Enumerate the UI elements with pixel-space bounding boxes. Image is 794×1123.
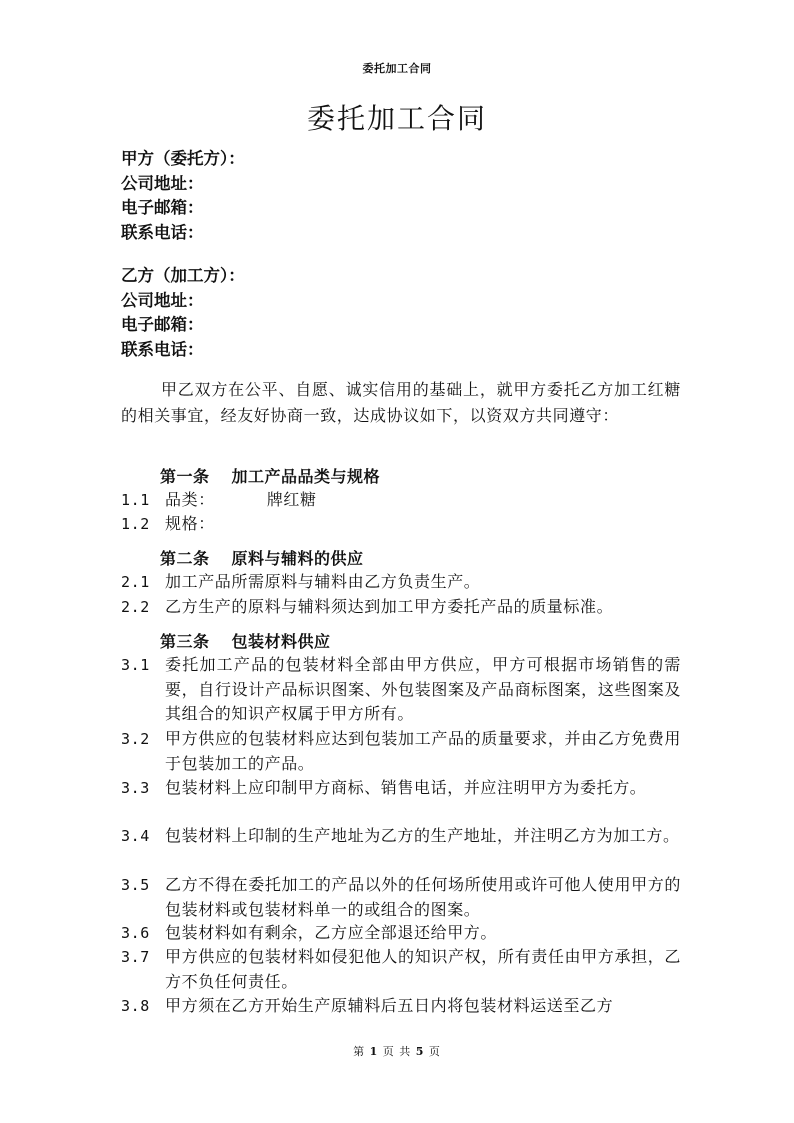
article-number: 第三条 xyxy=(160,632,210,651)
clause-text: 甲方供应的包装材料应达到包装加工产品的质量要求，并由乙方免费用于包装加工的产品。 xyxy=(165,729,681,773)
clause-text: 委托加工产品的包装材料全部由甲方供应，甲方可根据市场销售的需要，自行设计产品标识图案、外包装图案及产品商标图案，这些图案及其组合的知识产权属于甲方所有。 xyxy=(165,655,681,723)
running-header: 委托加工合同 xyxy=(362,62,432,75)
current-page-number: 1 xyxy=(369,1045,379,1058)
article-heading xyxy=(160,629,331,652)
clause-text: 包装材料上印制的生产地址为乙方的生产地址，并注明乙方为加工方。 xyxy=(165,826,680,845)
clause-number: 1.1 xyxy=(121,491,150,509)
clause-number: 2.1 xyxy=(121,573,150,591)
party-b-block xyxy=(121,264,245,362)
party-a-email-label: 电子邮箱： xyxy=(121,198,204,217)
clause xyxy=(121,727,681,776)
article-title: 原料与辅料的供应 xyxy=(231,549,364,568)
party-b-name-label: 乙方（加工方）： xyxy=(121,266,245,285)
clause-number: 3.4 xyxy=(121,827,150,845)
article-heading xyxy=(160,464,380,487)
clause-label: 品类： xyxy=(165,490,215,509)
clause xyxy=(121,824,681,849)
clause-text: 乙方不得在委托加工的产品以外的任何场所使用或许可他人使用甲方的包装材料或包装材料单一的或组合的图案。 xyxy=(165,875,681,919)
clause-text: 甲方供应的包装材料如侵犯他人的知识产权，所有责任由甲方承担，乙方不负任何责任。 xyxy=(165,947,681,991)
clause xyxy=(121,595,681,620)
article-title: 加工产品品类与规格 xyxy=(231,467,381,486)
clause-text: 包装材料如有剩余，乙方应全部退还给甲方。 xyxy=(165,923,498,942)
clause-number: 3.6 xyxy=(121,924,150,942)
clause-number: 3.1 xyxy=(121,656,150,674)
clause xyxy=(121,488,681,513)
clause xyxy=(121,570,681,595)
party-b-email-label: 电子邮箱： xyxy=(121,315,204,334)
intro-paragraph: 甲乙双方在公平、自愿、诚实信用的基础上，就甲方委托乙方加工红糖的相关事宜，经友好协商一致，达成协议如下，以资双方共同遵守： xyxy=(121,380,681,425)
party-a-block xyxy=(121,147,245,245)
clause-number: 2.2 xyxy=(121,598,150,616)
clause xyxy=(121,921,681,946)
clause xyxy=(121,653,681,727)
clause-text: 加工产品所需原料与辅料由乙方负责生产。 xyxy=(165,572,481,591)
clause xyxy=(121,945,681,994)
total-page-count: 5 xyxy=(415,1045,425,1058)
article-title: 包装材料供应 xyxy=(231,632,331,651)
clause-text: 乙方生产的原料与辅料须达到加工甲方委托产品的质量标准。 xyxy=(165,597,614,616)
clause-text: 甲方须在乙方开始生产原辅料后五日内将包装材料运送至乙方 xyxy=(165,996,614,1015)
clause-number: 3.3 xyxy=(121,779,150,797)
clause xyxy=(121,994,681,1019)
clause-number: 3.8 xyxy=(121,997,150,1015)
clause-number: 1.2 xyxy=(121,515,150,533)
clause xyxy=(121,873,681,922)
page-footer: 第 1 页 共 5 页 xyxy=(353,1045,441,1058)
clause-value: 牌红糖 xyxy=(266,490,317,509)
clause-label: 规格： xyxy=(165,514,215,533)
article-heading xyxy=(160,546,364,569)
article-number: 第二条 xyxy=(160,549,210,568)
party-b-address-label: 公司地址： xyxy=(121,290,204,310)
clause-number: 3.5 xyxy=(121,876,150,894)
document-title: 委托加工合同 xyxy=(306,102,487,135)
clause-text: 包装材料上应印制甲方商标、销售电话，并应注明甲方为委托方。 xyxy=(165,778,647,797)
clause-number: 3.7 xyxy=(121,948,150,966)
clause xyxy=(121,512,681,537)
party-a-phone-label: 联系电话： xyxy=(121,222,204,242)
party-a-name-label: 甲方（委托方）： xyxy=(121,149,245,168)
party-a-address-label: 公司地址： xyxy=(121,173,204,193)
clause-number: 3.2 xyxy=(121,730,150,748)
article-number: 第一条 xyxy=(160,467,210,486)
party-b-phone-label: 联系电话： xyxy=(121,339,204,359)
clause xyxy=(121,776,681,801)
